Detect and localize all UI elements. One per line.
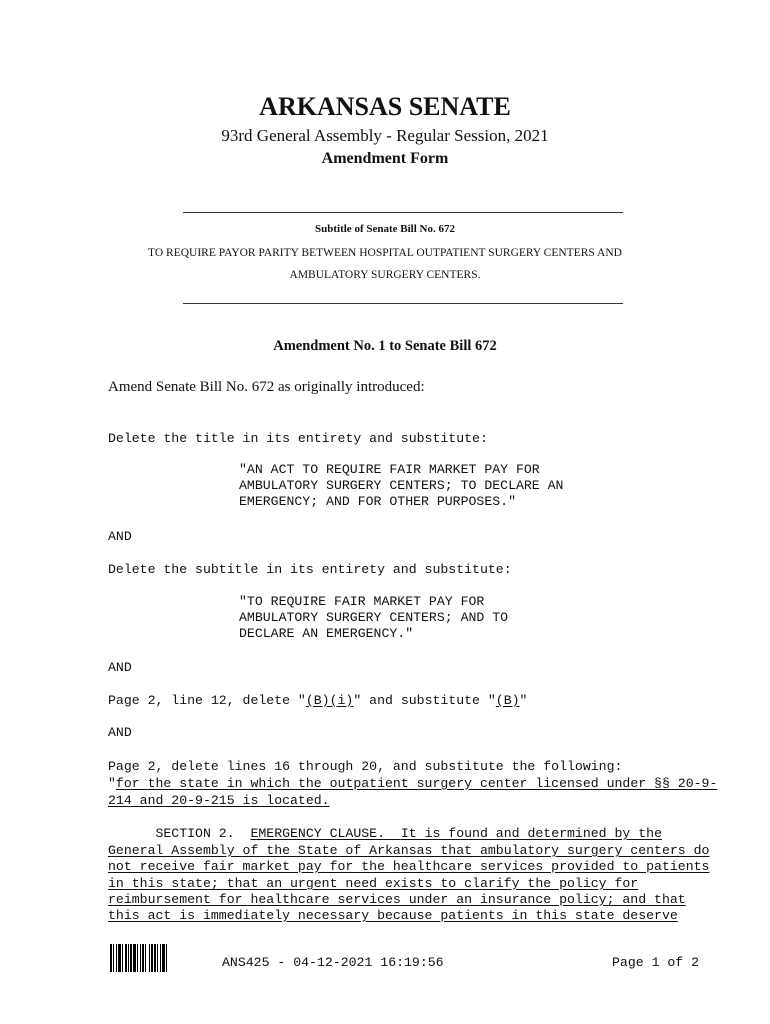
insert-text-line-1: "for the state in which the outpatient surgery center licensed under §§ 20-9- xyxy=(108,776,718,791)
insert-text-line-2: 214 and 20-9-215 is located. xyxy=(108,793,330,808)
and-separator: AND xyxy=(108,725,132,740)
page2-line12-instruction: Page 2, line 12, delete "(B)(i)" and substitute "(B)" xyxy=(108,693,528,708)
title-quote-line-3: EMERGENCY; AND FOR OTHER PURPOSES." xyxy=(239,494,516,509)
section-2-line-2: General Assembly of the State of Arkansas that ambulatory surgery centers do xyxy=(108,843,710,858)
session-line: 93rd General Assembly - Regular Session, 2021 xyxy=(221,126,549,145)
delete-subtitle-instruction: Delete the subtitle in its entirety and substitute: xyxy=(108,562,512,577)
subtitle-quote-line-3: DECLARE AN EMERGENCY." xyxy=(239,626,414,641)
subtitle-line-1: TO REQUIRE PAYOR PARITY BETWEEN HOSPITAL OUTPATIENT SURGERY CENTERS AND xyxy=(148,247,622,259)
subtitle-quote-line-2: AMBULATORY SURGERY CENTERS; AND TO xyxy=(239,610,509,625)
section-2-line-5: reimbursement for healthcare services under an insurance policy; and that xyxy=(108,892,686,907)
deleted-text: (B)(i) xyxy=(305,693,354,708)
subtitle-line-2: AMBULATORY SURGERY CENTERS. xyxy=(289,269,481,281)
divider-bottom xyxy=(183,303,623,304)
subtitle-label: Subtitle of Senate Bill No. 672 xyxy=(315,223,455,235)
title-quote-line-2: AMBULATORY SURGERY CENTERS; TO DECLARE AN xyxy=(239,478,564,493)
subtitle-quote-line-1: "TO REQUIRE FAIR MARKET PAY FOR xyxy=(239,594,485,609)
divider-top xyxy=(183,212,623,213)
form-name: Amendment Form xyxy=(321,150,449,167)
barcode-image xyxy=(110,944,200,972)
amendment-intro: Amend Senate Bill No. 672 as originally introduced: xyxy=(108,379,425,395)
page2-lines16-instruction: Page 2, delete lines 16 through 20, and substitute the following: xyxy=(108,759,623,774)
delete-title-instruction: Delete the title in its entirety and substitute: xyxy=(108,431,488,446)
document-title: ARKANSAS SENATE xyxy=(259,92,511,121)
and-separator: AND xyxy=(108,529,132,544)
document-id-timestamp: ANS425 - 04-12-2021 16:19:56 xyxy=(222,955,444,970)
and-separator: AND xyxy=(108,660,132,675)
section-2-line-4: in this state; that an urgent need exists to clarify the policy for xyxy=(108,876,639,891)
section-2-line-1: SECTION 2. EMERGENCY CLAUSE. It is found and determined by the xyxy=(108,826,662,841)
page-number: Page 1 of 2 xyxy=(612,955,700,970)
section-2-line-3: not receive fair market pay for the healthcare services provided to patients xyxy=(108,859,710,874)
emergency-clause-heading: EMERGENCY CLAUSE. xyxy=(250,826,385,841)
substituted-text: (B) xyxy=(495,693,520,708)
amendment-heading: Amendment No. 1 to Senate Bill 672 xyxy=(273,338,497,354)
section-2-line-6: this act is immediately necessary because patients in this state deserve xyxy=(108,908,678,923)
title-quote-line-1: "AN ACT TO REQUIRE FAIR MARKET PAY FOR xyxy=(239,462,540,477)
